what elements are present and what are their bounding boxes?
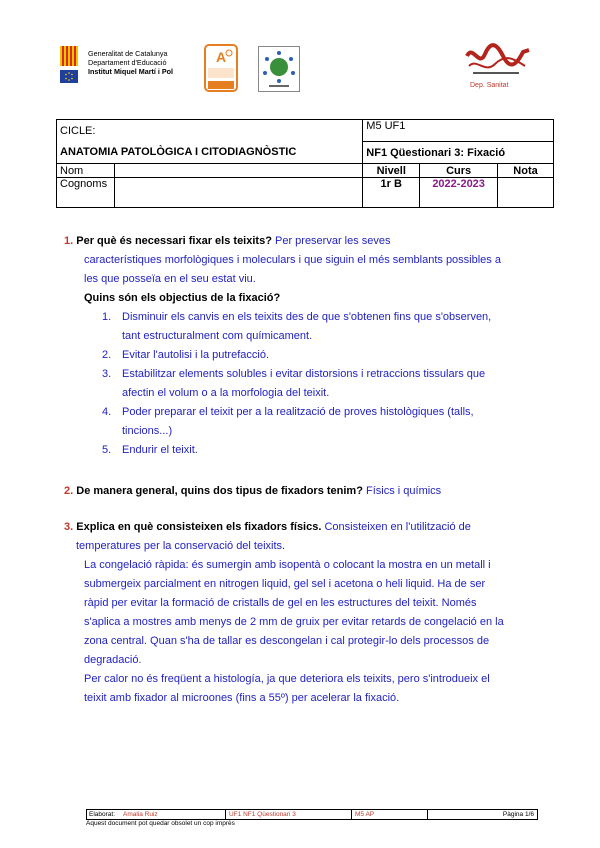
answer-line: Per calor no és freqüent a histología, ja que deteriora els teixits, pero s'introdueix el <box>84 673 490 685</box>
footer-module: M5 AP <box>355 811 375 818</box>
answer-line: temperatures per la conservació del teixits. <box>76 540 286 552</box>
objectives-list <box>64 308 524 460</box>
answer-line: ràpid per evitar la formació de cristalls de gel en les estructures del teixit. Només <box>84 597 477 609</box>
cognoms-field[interactable] <box>114 178 362 208</box>
answer-line: zona central. Quan s'ha de tallar es descongelan i cal protegir-lo dels processos de <box>84 635 490 647</box>
module-code: M5 UF1 <box>363 120 554 142</box>
student-info-table <box>56 119 554 208</box>
nota-label: Nota <box>498 164 554 178</box>
author-name: Amalia Ruiz <box>123 811 158 818</box>
question-3-number: 3. <box>64 521 74 533</box>
list-item: 5. Endurir el teixit. <box>102 444 198 456</box>
quality-certification-logo <box>204 44 238 92</box>
question-1 <box>64 232 524 460</box>
list-item: 4. Poder preparar el teixit per a la realització de proves histològiques (talls, tincions...) <box>102 406 474 437</box>
list-item: 1. Disminuir els canvis en els teixits des de que s'obtenen fins que s'observen, tant estructuralment com químicament. <box>102 311 492 342</box>
catalonia-flag-icon <box>60 46 78 66</box>
answer-line: degradació. <box>84 654 142 666</box>
question-2-number: 2. <box>64 485 74 497</box>
question-1-subquestion: Quins són els objectius de la fixació? <box>84 292 281 304</box>
institution-name: Generalitat de Catalunya Departament d'Educació Institut Miquel Martí i Pol <box>88 49 174 76</box>
svg-text:A: A <box>215 49 227 65</box>
nom-label: Nom <box>57 164 115 178</box>
question-1-answer: Per preservar les seves <box>274 235 391 247</box>
eu-flag-icon <box>60 70 78 83</box>
question-2-answer: Físics i químics <box>366 485 442 497</box>
list-item: 2. Evitar l'autolisi i la putrefacció. <box>102 349 269 361</box>
page-number: Pàgina 1/6 <box>502 811 534 818</box>
question-3 <box>64 518 516 708</box>
nivell-value: 1r B <box>363 178 420 208</box>
answer-line: La congelació ràpida: és sumergin amb isopentà o colocant la mostra en un metall i <box>84 559 491 571</box>
print-disclaimer: Aquest document pot quedar obsolet un cop imprès <box>86 820 235 827</box>
document-code: UF1 NF1 Qüestionari 3 <box>229 811 296 818</box>
cognoms-label: Cognoms <box>57 178 115 208</box>
department-label: Dep. Sanitat <box>470 82 509 89</box>
curs-label: Curs <box>420 164 498 178</box>
question-2 <box>64 482 441 501</box>
question-2-text: De manera general, quins dos tipus de fixadors tenim? <box>76 485 363 497</box>
question-1-number: 1. <box>64 235 74 247</box>
question-3-answer: Consisteixen en l'utilització de <box>324 521 471 533</box>
answer-line: teixit amb fixador al microones (fins a 55º) per acelerar la fixació. <box>84 692 400 704</box>
school-emblem-logo <box>258 46 300 92</box>
questionnaire-title: NF1 Qüestionari 3: Fixació <box>363 142 554 164</box>
cicle-name: ANATOMIA PATOLÒGICA I CITODIAGNÒSTIC <box>57 142 363 164</box>
page-footer <box>86 809 538 820</box>
question-1-text: Per què és necessari fixar els teixits? <box>76 235 272 247</box>
answer-line: les que posseïa en el seu estat viu. <box>84 273 256 285</box>
answer-line: submergeix parcialment en nitrogen liquid, gel sel i acetona o heli liquid. Ha de ser <box>84 578 486 590</box>
nom-field[interactable] <box>114 164 362 178</box>
list-item: 3. Estabilitzar elements solubles i evitar distorsions i retraccions tissulars que afectin el volum o a la morfologia del teixit. <box>102 368 486 399</box>
curs-value: 2022-2023 <box>420 178 498 208</box>
cicle-label: CICLE: <box>57 120 363 142</box>
answer-line: s'aplica a mostres amb menys de 2 mm de gruix per evitar retards de congelació en la <box>84 616 504 628</box>
nota-field[interactable] <box>498 178 554 208</box>
elaborat-label: Elaborat: <box>89 811 116 818</box>
nivell-label: Nivell <box>363 164 420 178</box>
answer-line: característiques morfològiques i moleculars i que siguin el més semblants possibles a <box>84 254 501 266</box>
question-3-text: Explica en què consisteixen els fixadors físics. <box>76 521 322 533</box>
